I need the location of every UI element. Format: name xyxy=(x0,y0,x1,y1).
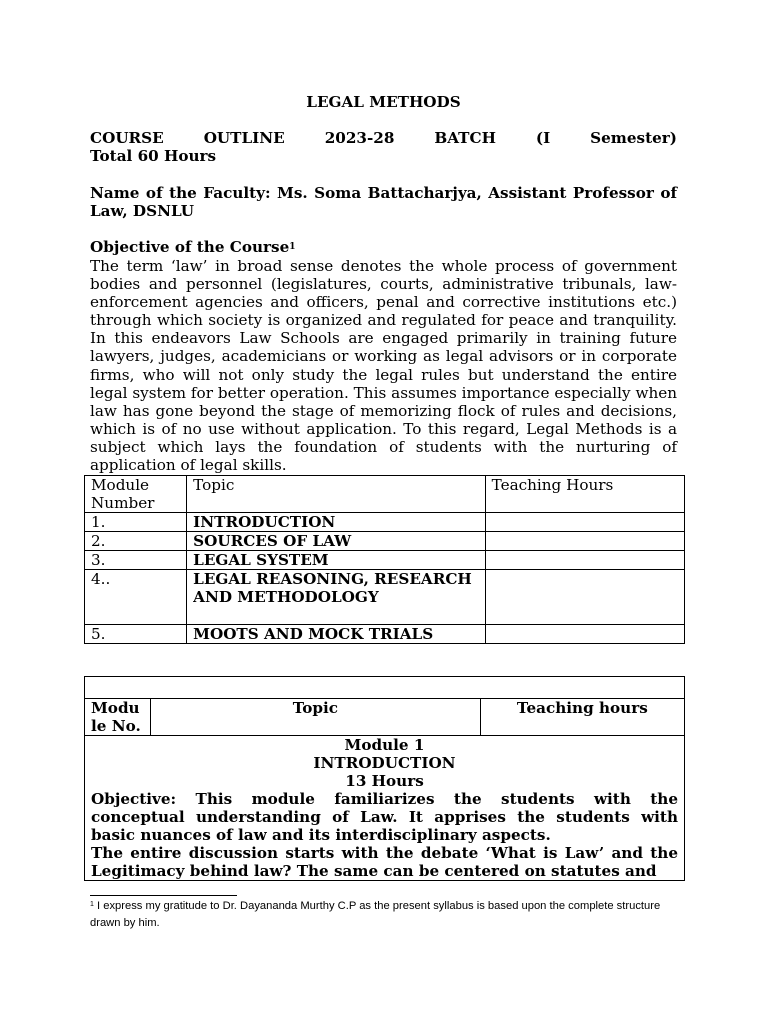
header-text: Modu xyxy=(91,699,140,717)
header-text: le No. xyxy=(91,717,141,735)
modules-table xyxy=(84,475,685,644)
module-topic: LEGAL SYSTEM xyxy=(187,551,485,570)
footnote-marker: 1 xyxy=(90,901,94,908)
module-number: 4.. xyxy=(85,570,187,625)
footnote-text: I express my gratitude to Dr. Dayananda Murthy C.P as the present syllabus is based upon the complete structure drawn by him. xyxy=(90,900,661,929)
outline-word: Semester) xyxy=(590,129,677,147)
module-topic-line: LEGAL REASONING, RESEARCH xyxy=(193,570,472,588)
module-objective: Objective: This module familiarizes the students with the conceptual understanding of Law. It apprises the students with basic nuances of law and its interdisciplinary aspects. xyxy=(91,790,678,844)
objective-heading-text: Objective of the Course xyxy=(90,238,290,256)
faculty-line: Law, DSNLU xyxy=(90,202,195,220)
module-number: 5. xyxy=(85,625,187,644)
module-hours xyxy=(485,513,684,532)
outline-word: OUTLINE xyxy=(203,129,285,147)
module-detail-row xyxy=(85,736,685,881)
header-module-no xyxy=(85,699,151,736)
module-topic: INTRODUCTION xyxy=(187,513,485,532)
header-text: Module xyxy=(91,476,150,494)
header-module-number xyxy=(85,476,187,513)
outline-word: 2023-28 xyxy=(324,129,395,147)
module-number: 3. xyxy=(85,551,187,570)
module-hours: 13 Hours xyxy=(345,772,424,790)
module-hours xyxy=(485,551,684,570)
module-topic: MOOTS AND MOCK TRIALS xyxy=(187,625,485,644)
objective-heading xyxy=(90,238,677,259)
module-number: 2. xyxy=(85,532,187,551)
header-teaching-hours: Teaching hours xyxy=(480,699,684,736)
objective-body: The term ‘law’ in broad sense denotes the whole process of government bodies and personnel (legislatures, courts, administrative tribunals, law-enforcement agencies and officers, penal and corrective institutions etc.) through which society is organized and regulated for peace and tranquility. In this endeavors Law Schools are engaged primarily in training future lawyers, judges, academicians or working as legal advisors or in corporate firms, who will not only study the legal rules but understand the entire legal system for better operation. This assumes importance especially when law has gone beyond the stage of memorizing flock of rules and decisions, which is of no use without application. To this regard, Legal Methods is a subject which lays the foundation of students with the nurturing of application of legal skills. xyxy=(90,257,677,475)
table-row xyxy=(85,570,685,625)
empty-cell xyxy=(85,677,685,699)
module-name: INTRODUCTION xyxy=(313,754,456,772)
module-hours xyxy=(485,625,684,644)
table-row xyxy=(85,551,685,570)
header-topic: Topic xyxy=(187,476,485,513)
table-header-row xyxy=(85,699,685,736)
module-topic-line: AND METHODOLOGY xyxy=(193,588,379,606)
outline-word: (I xyxy=(535,129,551,147)
header-topic: Topic xyxy=(151,699,481,736)
table-header-row xyxy=(85,476,685,513)
table-empty-row xyxy=(85,677,685,699)
outline-word: COURSE xyxy=(90,129,164,147)
outline-word: BATCH xyxy=(434,129,496,147)
table-row xyxy=(85,625,685,644)
module-detail-cell xyxy=(85,736,685,881)
module-detail-table xyxy=(84,676,685,881)
module-label: Module 1 xyxy=(344,736,425,754)
header-teaching-hours: Teaching Hours xyxy=(485,476,684,513)
module-discussion: The entire discussion starts with the debate ‘What is Law’ and the Legitimacy behind law? The same can be centered on statutes and xyxy=(91,844,678,880)
table-row xyxy=(85,532,685,551)
module-hours xyxy=(485,532,684,551)
module-topic: SOURCES OF LAW xyxy=(187,532,485,551)
faculty-line: Name of the Faculty: Ms. Soma Battacharjya, Assistant Professor of xyxy=(90,184,677,202)
footnote xyxy=(90,899,690,931)
module-topic xyxy=(187,570,485,625)
footnote-separator xyxy=(90,895,237,896)
table-row xyxy=(85,513,685,532)
module-number: 1. xyxy=(85,513,187,532)
footnote-ref[interactable]: 1 xyxy=(289,242,296,252)
document-title: LEGAL METHODS xyxy=(306,93,461,111)
total-hours: Total 60 Hours xyxy=(90,147,217,165)
header-text: Number xyxy=(91,494,155,512)
module-hours xyxy=(485,570,684,625)
faculty-name xyxy=(90,184,677,220)
course-outline xyxy=(90,129,677,165)
